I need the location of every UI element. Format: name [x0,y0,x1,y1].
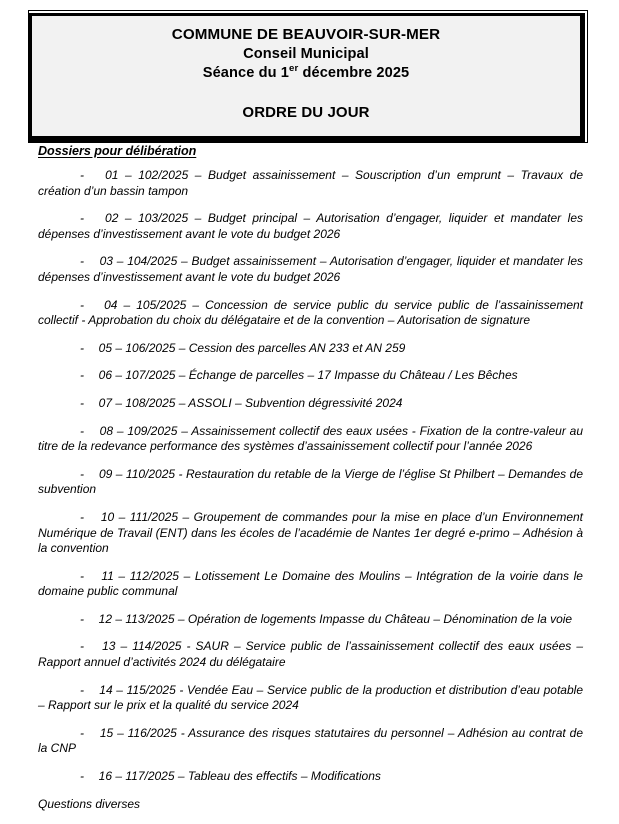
agenda-item-text: 03 – 104/2025 – Budget assainissement – Autorisation d’engager, liquider et mandater les dépenses d’investissement avant le vote du budget 2026 [38,254,583,284]
agenda-item-text: 04 – 105/2025 – Concession de service public du service public de l’assainissement collectif - Approbation du choix du délégataire et de la convention – Autorisation de signature [38,297,583,328]
agenda-item-text: 05 – 106/2025 – Cession des parcelles AN 233 et AN 259 [98,340,406,355]
bullet-icon: - [80,211,84,226]
agenda-item-text: 11 – 112/2025 – Lotissement Le Domaine des Moulins – Intégration de la voirie dans le domaine public communal [38,568,583,599]
agenda-item-text: 15 – 116/2025 - Assurance des risques statutaires du personnel – Adhésion au contrat de la CNP [38,725,583,756]
bullet-icon: - [80,423,84,438]
agenda-item [38,396,583,412]
agenda-item-indent [38,510,80,526]
bullet-icon: - [80,682,84,697]
agenda-item-indent [38,467,80,483]
agenda-item-text: 16 – 117/2025 – Tableau des effectifs – Modifications [98,769,381,784]
agenda-item [38,769,583,785]
agenda-item [38,211,583,242]
agenda-item [38,639,583,670]
agenda-item [38,467,583,498]
agenda-item-indent [38,211,80,227]
agenda-item-text: 08 – 109/2025 – Assainissement collectif des eaux usées - Fixation de la contre-valeur au titre de la redevance performance des systèmes d’assainissement collectif pour l’année 2026 [38,423,584,454]
agenda-item [38,510,583,557]
bullet-icon: - [80,611,84,626]
section-heading: Dossiers pour délibération [38,144,197,158]
agenda-item-list [38,168,583,785]
agenda-item-text: 09 – 110/2025 - Restauration du retable de la Vierge de l’église St Philbert – Demandes de subvention [38,466,584,497]
agenda-item-indent [38,639,80,655]
agenda-item [38,168,583,199]
agenda-item-indent [38,341,80,357]
commune-title: COMMUNE DE BEAUVOIR-SUR-MER [171,26,441,43]
bullet-icon: - [80,639,84,654]
agenda-item [38,298,583,329]
agenda-item-text: 10 – 111/2025 – Groupement de commandes pour la mise en place d’un Environnement Numérique de Travail (ENT) dans les écoles de l’académie de Nantes 1er degré e-primo – Adhésion à la convention [38,509,583,556]
agenda-item-indent [38,254,80,270]
agenda-item [38,683,583,714]
agenda-item-text: 07 – 108/2025 – ASSOLI – Subvention dégressivité 2024 [98,395,403,410]
bullet-icon: - [80,254,84,269]
agenda-item [38,726,583,757]
agenda-item [38,341,583,357]
agenda-item-indent [38,368,80,384]
agenda-item-text: 12 – 113/2025 – Opération de logements Impasse du Château – Dénomination de la voie [98,611,573,626]
agenda-item-indent [38,298,80,314]
agenda-item [38,254,583,285]
agenda-item-text: 01 – 102/2025 – Budget assainissement – Souscription d’un emprunt – Travaux de création d’un bassin tampon [38,168,584,198]
agenda-item [38,569,583,600]
agenda-item [38,368,583,384]
assembly-title: Conseil Municipal [243,45,369,62]
agenda-item-indent [38,769,80,785]
agenda-item [38,612,583,628]
closing-line: Questions diverses [38,796,141,811]
agenda-item-indent [38,424,80,440]
agenda-item-indent [38,168,80,184]
bullet-icon: - [80,368,84,383]
session-date [38,64,574,83]
bullet-icon: - [80,395,84,410]
session-date-suffix: décembre 2025 [298,64,410,81]
session-date-ordinal: er [289,62,299,74]
agenda-item [38,424,583,455]
header-box-inner [29,13,585,142]
agenda-content [38,144,583,812]
bullet-icon: - [80,340,84,355]
agenda-item-indent [38,683,80,699]
bullet-icon: - [80,769,84,784]
bullet-icon: - [80,466,84,481]
bullet-icon: - [80,168,84,182]
agenda-item-text: 06 – 107/2025 – Échange de parcelles – 17 Impasse du Château / Les Bêches [98,368,518,383]
document-title: ORDRE DU JOUR [242,103,370,121]
bullet-icon: - [80,509,84,524]
bullet-icon: - [80,297,84,312]
agenda-item-indent [38,726,80,742]
session-date-prefix: Séance du 1 [202,64,290,81]
bullet-icon: - [80,568,84,583]
header-box [28,10,588,143]
agenda-item-indent [38,612,80,628]
agenda-item-indent [38,396,80,412]
agenda-item-indent [38,569,80,585]
agenda-item-text: 02 – 103/2025 – Budget principal – Autorisation d’engager, liquider et mandater les dépenses d’investissement avant le vote du budget 2026 [38,211,584,241]
agenda-item-text: 14 – 115/2025 - Vendée Eau – Service public de la production et distribution d’eau potable – Rapport sur le prix et la qualité du service 2024 [38,682,583,713]
bullet-icon: - [80,725,84,740]
agenda-item-text: 13 – 114/2025 - SAUR – Service public de l’assainissement collectif des eaux usées – Rapport annuel d’activités 2024 du délégataire [38,639,583,670]
